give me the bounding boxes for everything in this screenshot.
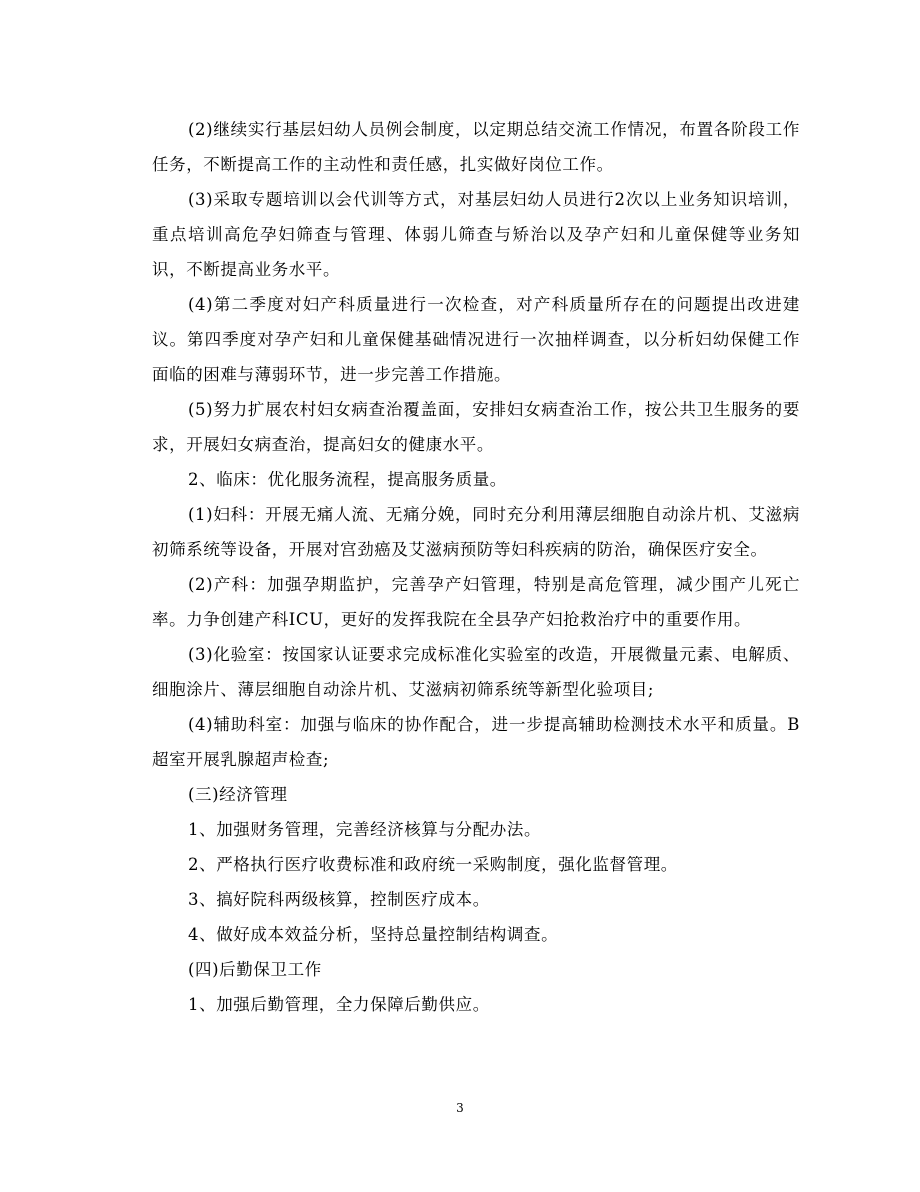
list-item: 4、做好成本效益分析，坚持总量控制结构调查。 [188, 925, 559, 944]
paragraph: (2)产科：加强孕期监护，完善孕产妇管理，特别是高危管理，减少围产儿死亡率。力争创建产科ICU，更好的发挥我院在全县孕产妇抢救治疗中的重要作用。 [152, 575, 800, 629]
section-heading: (四)后勤保卫工作 [188, 960, 322, 979]
section-heading: (三)经济管理 [188, 785, 288, 804]
section-heading: 2、临床：优化服务流程，提高服务质量。 [188, 470, 507, 489]
paragraph: (3)采取专题培训以会代训等方式，对基层妇幼人员进行2次以上业务知识培训，重点培训高危孕妇筛查与管理、体弱儿筛查与矫治以及孕产妇和儿童保健等业务知识，不断提高业务水平。 [152, 190, 800, 279]
paragraph: (4)辅助科室：加强与临床的协作配合，进一步提高辅助检测技术水平和质量。B超室开展乳腺超声检查; [152, 715, 800, 769]
paragraph: (4)第二季度对妇产科质量进行一次检查，对产科质量所存在的问题提出改进建议。第四季度对孕产妇和儿童保健基础情况进行一次抽样调查，以分析妇幼保健工作面临的困难与薄弱环节，进一步完善工作措施。 [152, 295, 800, 384]
document-body [152, 112, 800, 1022]
paragraph: (1)妇科：开展无痛人流、无痛分娩，同时充分利用薄层细胞自动涂片机、艾滋病初筛系统等设备，开展对宫劲癌及艾滋病预防等妇科疾病的防治，确保医疗安全。 [152, 505, 800, 559]
list-item: 1、加强后勤管理，全力保障后勤供应。 [188, 995, 490, 1014]
paragraph: (5)努力扩展农村妇女病查治覆盖面，安排妇女病查治工作，按公共卫生服务的要求，开展妇女病查治，提高妇女的健康水平。 [152, 400, 800, 454]
paragraph: (2)继续实行基层妇幼人员例会制度，以定期总结交流工作情况，布置各阶段工作任务，不断提高工作的主动性和责任感，扎实做好岗位工作。 [152, 120, 800, 174]
list-item: 3、搞好院科两级核算，控制医疗成本。 [188, 890, 490, 909]
page-number: 3 [456, 1101, 464, 1115]
paragraph: (3)化验室：按国家认证要求完成标准化实验室的改造，开展微量元素、电解质、细胞涂片、薄层细胞自动涂片机、艾滋病初筛系统等新型化验项目; [152, 645, 800, 699]
list-item: 2、严格执行医疗收费标准和政府统一采购制度，强化监督管理。 [188, 855, 678, 874]
list-item: 1、加强财务管理，完善经济核算与分配办法。 [188, 820, 542, 839]
